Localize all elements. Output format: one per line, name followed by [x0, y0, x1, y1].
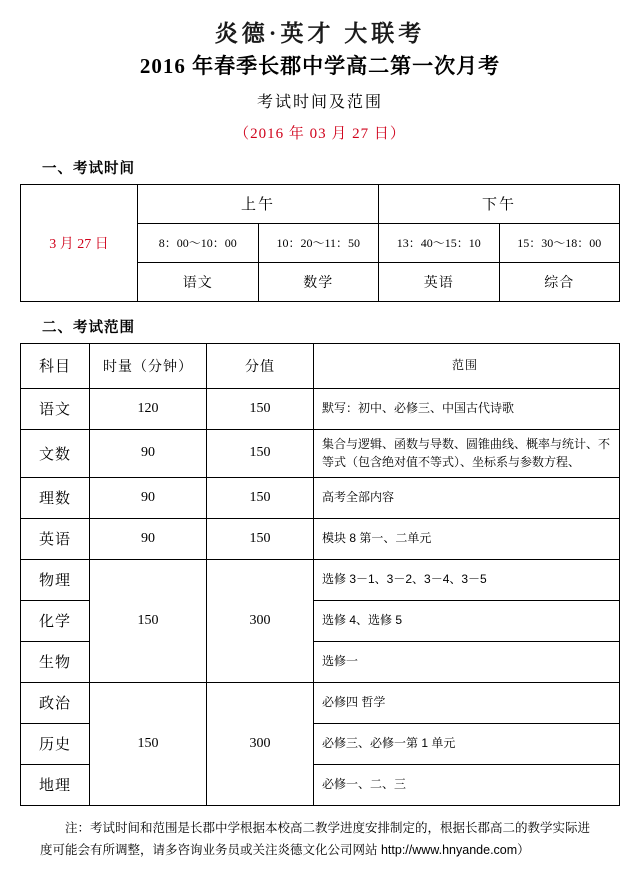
time-slot-2: 10：20～11：50	[258, 223, 379, 262]
row-range: 选修 4、选修 5	[314, 600, 620, 641]
footnote-text: 注：考试时间和范围是长郡中学根据本校高二教学进度安排制定的，根据长郡高二的教学实际进度可能会有所调整，请多咨询业务员或关注炎德文化公司网站 http://www.hnyande.com）	[40, 820, 591, 857]
row-duration: 120	[90, 388, 207, 429]
table-row	[21, 388, 620, 429]
halfday-afternoon: 下午	[379, 184, 620, 223]
row-subject: 英语	[21, 518, 90, 559]
exam-date-cell: 3 月 27 日	[21, 184, 138, 301]
row-subject: 政治	[21, 682, 90, 723]
brand-title: 炎德·英才 大联考	[214, 21, 426, 46]
exam-time-table	[20, 184, 620, 302]
section-heading-time: 一、考试时间	[42, 160, 135, 177]
table-row	[21, 682, 620, 723]
header-score: 分值	[207, 343, 314, 388]
table-row	[21, 429, 620, 477]
row-score: 150	[207, 518, 314, 559]
row-subject: 地理	[21, 764, 90, 805]
header-duration: 时量（分钟）	[90, 343, 207, 388]
exam-date: （2016 年 03 月 27 日）	[234, 125, 406, 142]
row-subject: 物理	[21, 559, 90, 600]
exam-subtitle: 考试时间及范围	[256, 93, 383, 111]
row-subject: 化学	[21, 600, 90, 641]
row-range: 高考全部内容	[314, 477, 620, 518]
row-range: 必修一、二、三	[314, 764, 620, 805]
row-duration: 90	[90, 477, 207, 518]
document-header	[20, 0, 620, 143]
row-range: 选修一	[314, 641, 620, 682]
exam-scope-table	[20, 343, 620, 806]
row-duration: 150	[90, 559, 207, 682]
row-subject: 语文	[21, 388, 90, 429]
table-row	[21, 559, 620, 600]
time-slot-1: 8：00～10：00	[138, 223, 259, 262]
row-score: 150	[207, 388, 314, 429]
time-subject-2: 数学	[258, 262, 379, 301]
row-range: 必修四 哲学	[314, 682, 620, 723]
row-subject: 历史	[21, 723, 90, 764]
time-subject-1: 语文	[138, 262, 259, 301]
row-range: 集合与逻辑、函数与导数、圆锥曲线、概率与统计、不等式（包含绝对值不等式）、坐标系与参数方程、	[314, 429, 620, 477]
time-subject-3: 英语	[379, 262, 500, 301]
header-range: 范围	[314, 343, 620, 388]
time-slot-4: 15：30～18：00	[499, 223, 620, 262]
table-header-row	[21, 343, 620, 388]
row-range: 模块 8 第一、二单元	[314, 518, 620, 559]
row-score: 300	[207, 559, 314, 682]
row-subject: 生物	[21, 641, 90, 682]
row-duration: 90	[90, 518, 207, 559]
row-duration: 90	[90, 429, 207, 477]
section-heading-scope: 二、考试范围	[42, 319, 135, 336]
time-slot-3: 13：40～15：10	[379, 223, 500, 262]
row-range: 必修三、必修一第 1 单元	[314, 723, 620, 764]
table-row	[21, 477, 620, 518]
row-subject: 理数	[21, 477, 90, 518]
row-range: 选修 3－1、3－2、3－4、3－5	[314, 559, 620, 600]
row-range: 默写：初中、必修三、中国古代诗歌	[314, 388, 620, 429]
table-row	[21, 518, 620, 559]
exam-title: 2016 年春季长郡中学高二第一次月考	[139, 54, 501, 79]
halfday-morning: 上午	[138, 184, 379, 223]
header-subject: 科目	[21, 343, 90, 388]
table-row	[21, 184, 620, 223]
time-subject-4: 综合	[499, 262, 620, 301]
row-score: 150	[207, 477, 314, 518]
row-subject: 文数	[21, 429, 90, 477]
row-duration: 150	[90, 682, 207, 805]
row-score: 150	[207, 429, 314, 477]
row-score: 300	[207, 682, 314, 805]
